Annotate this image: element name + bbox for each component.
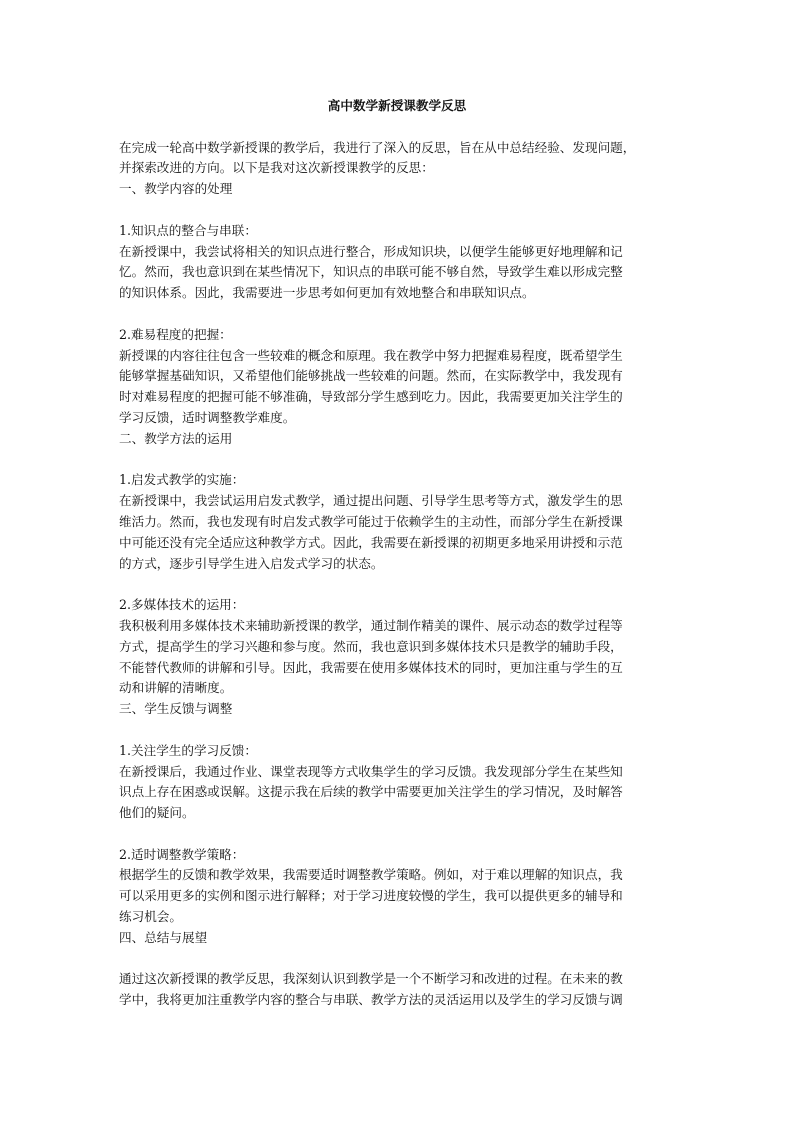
subheading-multimedia: 2.多媒体技术的运用： <box>119 597 245 613</box>
section-heading-content: 一、教学内容的处理 <box>119 181 233 197</box>
blank-line <box>119 200 675 221</box>
paragraph-learning-feedback <box>119 762 675 824</box>
blank-line <box>119 304 675 325</box>
section-heading-summary: 四、总结与展望 <box>119 929 208 945</box>
blank-line <box>119 574 675 595</box>
paragraph-line: 的方式，逐步引导学生进入启发式学习的状态。 <box>119 555 384 571</box>
paragraph-line: 学习反馈，适时调整教学难度。 <box>119 409 296 425</box>
blank-line <box>119 720 675 741</box>
paragraph-line: 在新授课中，我尝试运用启发式教学，通过提出问题、引导学生思考等方式，激发学生的思 <box>119 493 623 509</box>
paragraph-line: 不能替代教师的讲解和引导。因此，我需要在使用多媒体技术的同时，更加注重与学生的互 <box>119 659 623 675</box>
paragraph-line: 练习机会。 <box>119 909 182 925</box>
intro-line: 在完成一轮高中数学新授课的教学后，我进行了深入的反思，旨在从中总结经验、发现问题， <box>119 139 636 155</box>
subheading-difficulty: 2.难易程度的把握： <box>119 326 232 342</box>
subheading-strategy: 2.适时调整教学策略： <box>119 846 245 862</box>
paragraph-line: 识点上存在困惑或误解。这提示我在后续的教学中需要更加关注学生的学习情况，及时解答 <box>119 784 623 800</box>
paragraph-heuristic <box>119 491 675 574</box>
paragraph-multimedia <box>119 616 675 699</box>
paragraph-line: 他们的疑问。 <box>119 805 195 821</box>
paragraph-line: 动和讲解的清晰度。 <box>119 680 233 696</box>
intro-line: 并探索改进的方向。以下是我对这次新授课教学的反思： <box>119 160 434 176</box>
blank-line <box>119 824 675 845</box>
paragraph-knowledge-integration <box>119 242 675 304</box>
paragraph-line: 维活力。然而，我也发现有时启发式教学可能过于依赖学生的主动性，而部分学生在新授课 <box>119 513 623 529</box>
paragraph-line: 方式，提高学生的学习兴趣和参与度。然而，我也意识到多媒体技术只是教学的辅助手段， <box>119 638 623 654</box>
paragraph-line: 在新授课中，我尝试将相关的知识点进行整合，形成知识块，以便学生能够更好地理解和记 <box>119 243 623 259</box>
subheading-heuristic: 1.启发式教学的实施： <box>119 472 245 488</box>
paragraph-line: 忆。然而，我也意识到在某些情况下，知识点的串联可能不够自然，导致学生难以形成完整 <box>119 264 623 280</box>
paragraph-line: 中可能还没有完全适应这种教学方式。因此，我需要在新授课的初期更多地采用讲授和示范 <box>119 534 623 550</box>
section-heading-methods: 二、教学方法的运用 <box>119 430 233 446</box>
blank-line <box>119 450 675 471</box>
section-heading-feedback: 三、学生反馈与调整 <box>119 701 233 717</box>
intro-paragraph <box>119 138 675 180</box>
paragraph-line: 根据学生的反馈和教学效果，我需要适时调整教学策略。例如，对于难以理解的知识点，我 <box>119 867 623 883</box>
paragraph-difficulty <box>119 346 675 429</box>
paragraph-line: 能够掌握基础知识，又希望他们能够挑战一些较难的问题。然而，在实际教学中，我发现有 <box>119 368 623 384</box>
paragraph-line: 学中，我将更加注重教学内容的整合与串联、教学方法的灵活运用以及学生的学习反馈与调 <box>119 992 623 1008</box>
paragraph-line: 新授课的内容往往包含一些较难的概念和原理。我在教学中努力把握难易程度，既希望学生 <box>119 347 623 363</box>
paragraph-line: 可以采用更多的实例和图示进行解释；对于学习进度较慢的学生，我可以提供更多的辅导和 <box>119 888 623 904</box>
paragraph-summary <box>119 969 675 1011</box>
subheading-knowledge-integration: 1.知识点的整合与串联： <box>119 222 257 238</box>
blank-line <box>119 949 675 970</box>
document-title: 高中数学新授课教学反思 <box>327 98 467 113</box>
document-body <box>119 96 675 1011</box>
paragraph-line: 通过这次新授课的教学反思，我深刻认识到教学是一个不断学习和改进的过程。在未来的教 <box>119 971 623 987</box>
subheading-learning-feedback: 1.关注学生的学习反馈： <box>119 742 257 758</box>
paragraph-line: 的知识体系。因此，我需要进一步思考如何更加有效地整合和串联知识点。 <box>119 285 535 301</box>
paragraph-line: 在新授课后，我通过作业、课堂表现等方式收集学生的学习反馈。我发现部分学生在某些知 <box>119 763 623 779</box>
paragraph-line: 我积极利用多媒体技术来辅助新授课的教学，通过制作精美的课件、展示动态的数学过程等 <box>119 617 623 633</box>
paragraph-strategy <box>119 865 675 927</box>
paragraph-line: 时对难易程度的把握可能不够准确，导致部分学生感到吃力。因此，我需要更加关注学生的 <box>119 389 623 405</box>
